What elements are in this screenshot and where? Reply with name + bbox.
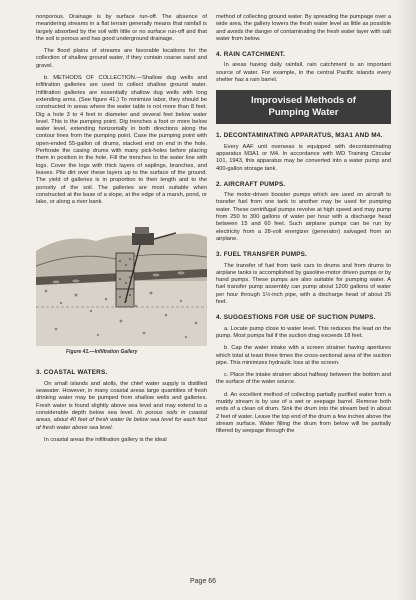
heading-suction-pumps: 4. SUGGESTIONS FOR USE OF SUCTION PUMPS. xyxy=(216,314,376,322)
paragraph-decontaminating-apparatus: Every AAF unit overseas is equipped with decontaminating apparatus M3A1 or M4. In accordance with WD Training Circular 101, 1943, this apparatus may be converted into a water pump and 400-gallon storage tank. xyxy=(216,143,391,172)
heading-fuel-transfer-pumps: 3. FUEL TRANSFER PUMPS. xyxy=(216,251,308,259)
paragraph-coastal-waters-text: On small islands and atolls, the chief water supply is distilled seawater. However, in many coastal areas large quantities of fresh drinking water may be pumped from shallow wells and galleries. Fresh water is found slightly above sea level and may extend to a considerable depth below sea level. xyxy=(36,380,207,416)
left-column xyxy=(36,14,207,449)
paragraph-coastal-waters xyxy=(36,381,207,432)
paragraph-drainage: nonporous. Drainage is by surface run-off. The absence of meandering streams in a flat terrain generally means that rainfall is largely absorbed by the soil with little or no surface run-off and that the soil is porous and has good underground drainage. xyxy=(36,14,207,42)
paragraph-fuel-transfer-pumps: The transfer of fuel from tank cars to drums and from drums to airplane tanks is accomplished by gasoline-motor driven pumps or by hand pumps. These pumps are also suitable for pumping water. A fuel transfer pump assembly can pump about 1200 gallons of water per hour through 1½-inch pipe, with a discharge head of about 25 feet. xyxy=(216,262,391,306)
paragraph-suggestion-d: d. An excellent method of collecting partially purified water from a muddy stream is by use of a wet or seepage barrel. Remove both ends of a clean oil drum. Sink the drum into the stream bed in about 2 feet of water. Leave the top end of the drum a few inches above the stream surface. Water filling the drum from below will be partially filtered by seepage through the xyxy=(216,391,391,435)
paragraph-suggestion-b: b. Cap the water intake with a screen strainer having apertures which total at least three times the cross-sectional area of the suction pipe. This minimizes hydraulic loss at the screen. xyxy=(216,345,391,366)
banner-line-2: Pumping Water xyxy=(268,107,339,119)
heading-decontaminating-apparatus: 1. DECONTAMINATING APPARATUS, M3A1 AND M4. xyxy=(216,132,383,140)
paragraph-suggestion-c: c. Place the intake strainer about halfway between the bottom and the surface of the water source. xyxy=(216,372,391,386)
paragraph-rain-catchment: In areas having daily rainfall, rain catchment is an important source of water. For example, in the central Pacific islands every shelter has a rain barrel. xyxy=(216,62,391,84)
paragraph-suggestion-a: a. Locate pump close to water level. This reduces the lead on the pump. Most pumps fail if the suction drag exceeds 18 feet. xyxy=(216,325,391,339)
heading-rain-catchment: 4. RAIN CATCHMENT. xyxy=(216,51,286,59)
figure-caption: Figure 41.—Infiltration Gallery xyxy=(66,349,138,356)
paragraph-methods-of-collection: b. METHODS OF COLLECTION.—Shallow dug wells and infiltration galleries are used to collect shallow ground water. Infiltration galleries are essentially shallow dug wells with long extending arms. (See figure 41.) To minimize labor, they should be constructed in areas where the water table is not more than 8 feet. Dig a hole 3 to 4 feet in diameter and several feet below water level. This is the pumping point. Dig trenches a foot or more below water level, extending horizontally in both directions along the contour lines from the pumping point. Case the pumping point with open-ended 55-gallon oil drums, stacked end on end in the hole. Perforate the casing drums with many pick-holes before placing them in position in the hole. Fill the trenches to the water line with logs. Cover the logs with thick layers of saplings, branches, and leaves. Pile dirt over these layers up to the surface of the ground. The yield of galleries is in proportion to their length and to the porosity of the soil. The galleries are most suitable when constructed at the base of a slope, at the edge of a marsh, pond, or lake, or along a river bank. xyxy=(36,75,207,206)
paragraph-infiltration-ideal: In coastal areas the infiltration gallery is the ideal xyxy=(44,436,167,443)
paragraph-coastal-waters-emphasis: In porous soils in coastal areas, about 40 feet of fresh water lie below sea level for each foot of fresh water above sea level. xyxy=(36,409,207,431)
paragraph-flood-plains: The flood plains of streams are favorable locations for the collection of shallow ground water, if they contain coarse sand and gravel. xyxy=(36,48,207,69)
paragraph-gallery-method: method of collecting ground water. By spreading the pumpage over a wide area, the gallery lowers the fresh water level as little as possible and avoids the danger of contaminating the fresh water layer with salt water from below. xyxy=(216,14,391,42)
heading-aircraft-pumps: 2. AIRCRAFT PUMPS. xyxy=(216,180,286,188)
right-column xyxy=(216,14,391,440)
section-banner-pumping-water xyxy=(216,90,391,124)
page-number: Page 66 xyxy=(190,578,217,585)
heading-coastal-waters: 3. COASTAL WATERS. xyxy=(36,369,108,377)
banner-line-1: Improvised Methods of xyxy=(250,95,356,107)
page-edge-shadow xyxy=(396,0,416,600)
paragraph-aircraft-pumps: The motor-driven booster pumps which are used on aircraft to transfer fuel from one tank to another may be used for pumping water. These centrifugal pumps revolve at high speed and may pump from 250 to 300 gallons of water per hour with a discharge head between 15 and 60 feet. Such airplane pumps can be run by electricity from a 28-volt energizer (generator) salvaged from an airplane. xyxy=(216,192,391,242)
figure-infiltration-gallery xyxy=(36,211,207,361)
infiltration-gallery-illustration xyxy=(36,211,207,361)
